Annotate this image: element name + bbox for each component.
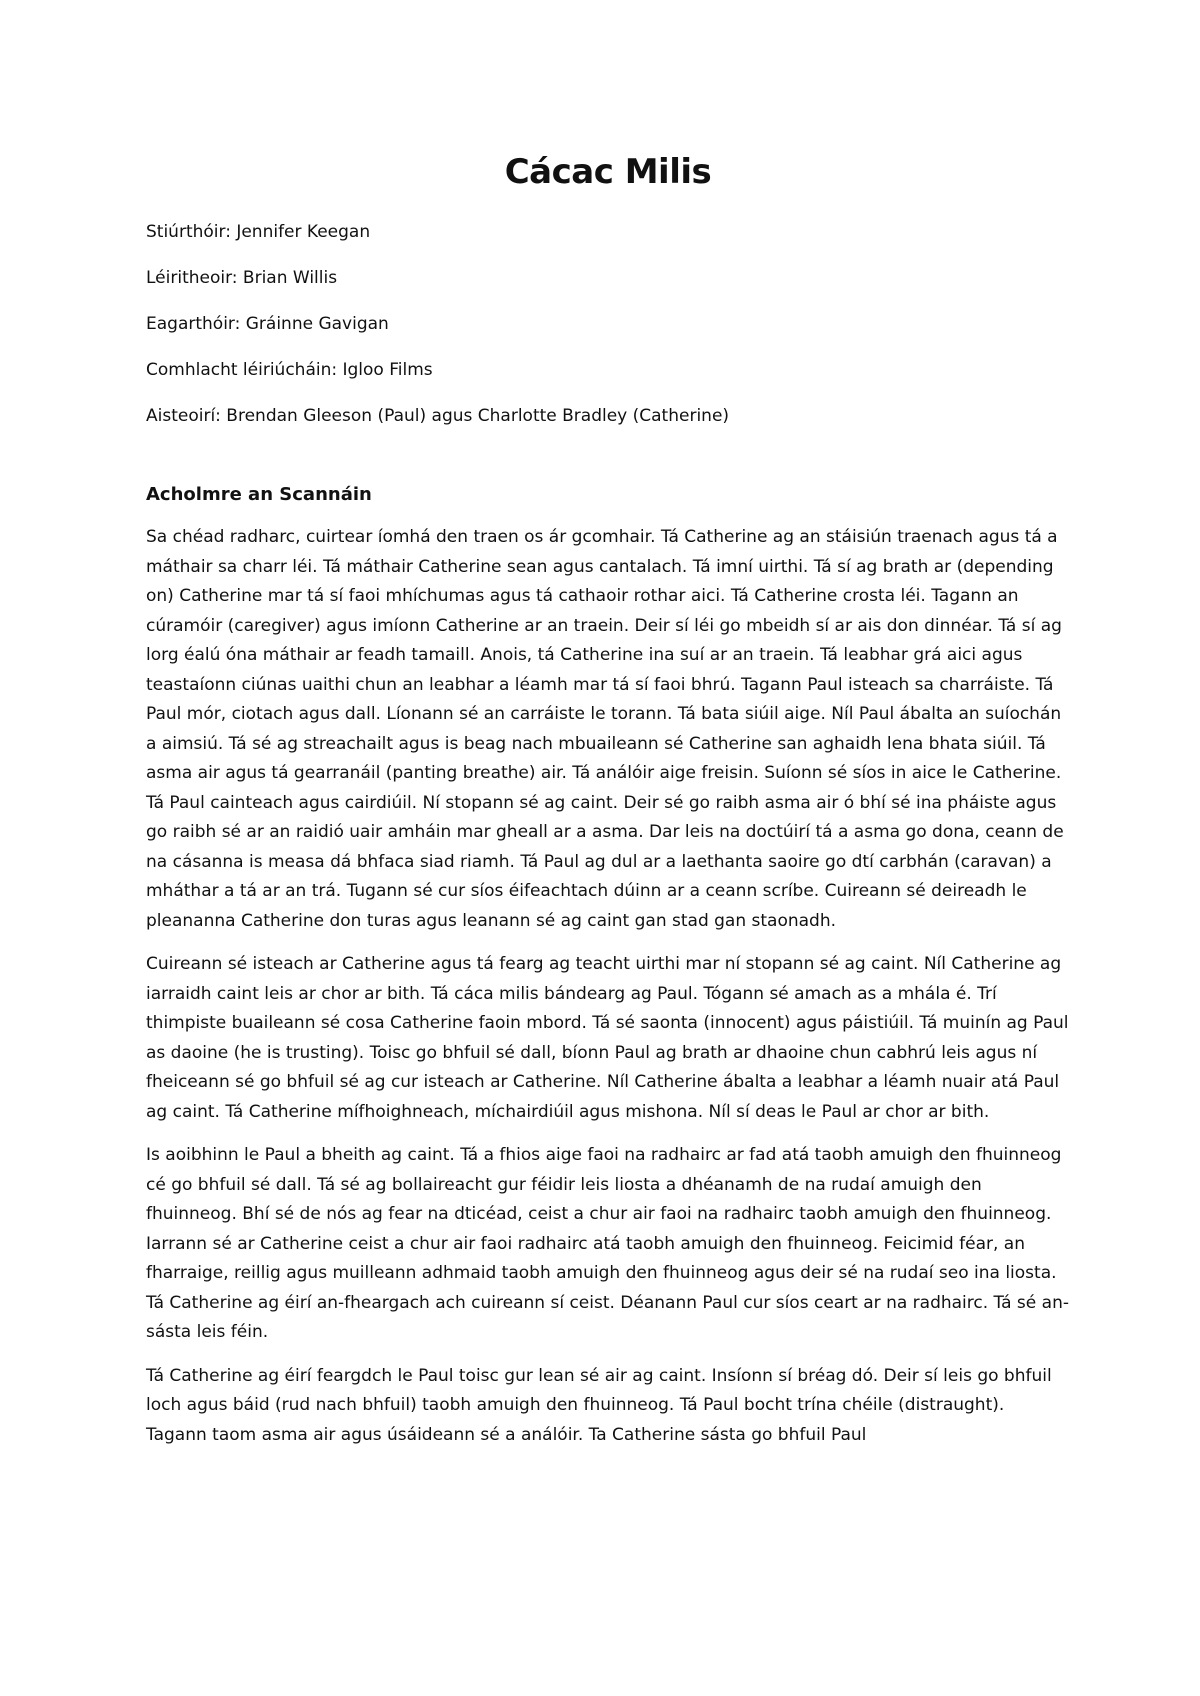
paragraph-3: Is aoibhinn le Paul a bheith ag caint. Tá a fhios aige faoi na radhairc ar fad atá taobh amuigh den fhuinneog cé go bhfuil sé dall. Tá sé ag bollaireacht gur féidir leis liosta a dhéanamh de na rudaí amuigh den fhuinneog. Bhí sé de nós ag fear na dticéad, ceist a chur air faoi na radhairc taobh amuigh den fhuinneog. Iarrann sé ar Catherine ceist a chur air faoi radhairc atá taobh amuigh den fhuinneog. Feicimid féar, an fharraige, reillig agus muilleann adhmaid taobh amuigh den fhuinneog agus deir sé na rudaí seo ina liosta. Tá Catherine ag éirí an-fheargach ach cuireann sí ceist. Déanann Paul cur síos ceart ar na radhairc. Tá sé an-sásta leis féin. [146,1145,1069,1342]
document-title: Cácac Milis [504,152,712,192]
document-page [146,140,1070,1464]
credit-actors: Aisteoirí: Brendan Gleeson (Paul) agus Charlotte Bradley (Catherine) [146,406,730,426]
credit-director: Stiúrthóir: Jennifer Keegan [146,222,371,242]
credit-editor: Eagarthóir: Gráinne Gavigan [146,314,389,334]
paragraph-4: Tá Catherine ag éirí feargdch le Paul toisc gur lean sé air ag caint. Insíonn sí bréag dó. Deir sí leis go bhfuil loch agus báid (rud nach bhfuil) taobh amuigh den fhuinneog. Tá Paul bocht trína chéile (distraught). Tagann taom asma air agus úsáideann sé a análóir. Ta Catherine sásta go bhfuil Paul [146,1365,1052,1445]
paragraph-2: Cuireann sé isteach ar Catherine agus tá fearg ag teacht uirthi mar ní stopann sé ag caint. Níl Catherine ag iarraidh caint leis ar chor ar bith. Tá cáca milis bándearg ag Paul. Tógann sé amach as a mhála é. Trí thimpiste buaileann sé cosa Catherine faoin mbord. Tá sé saonta (innocent) agus páistiúil. Tá muinín ag Paul as daoine (he is trusting). Toisc go bhfuil sé dall, bíonn Paul ag brath ar dhaoine chun cabhrú leis agus ní fheiceann sé go bhfuil sé ag cur isteach ar Catherine. Níl Catherine ábalta a leabhar a léamh nuair atá Paul ag caint. Tá Catherine mífhoighneach, míchairdiúil agus mishona. Níl sí deas le Paul ar chor ar bith. [146,954,1069,1122]
credit-production-company: Comhlacht léiriúcháin: Igloo Films [146,360,433,380]
section-heading: Acholmre an Scannáin [146,484,372,505]
paragraph-1: Sa chéad radharc, cuirtear íomhá den traen os ár gcomhair. Tá Catherine ag an stáisiún traenach agus tá a máthair sa charr léi. Tá máthair Catherine sean agus cantalach. Tá imní uirthi. Tá sí ag brath ar (depending on) Catherine mar tá sí faoi mhíchumas agus tá cathaoir rothar aici. Tá Catherine crosta léi. Tagann an cúramóir (caregiver) agus imíonn Catherine ar an traein. Deir sí léi go mbeidh sí ar ais don dinnéar. Tá sí ag lorg éalú óna máthair ar feadh tamaill. Anois, tá Catherine ina suí ar an traein. Tá leabhar grá aici agus teastaíonn ciúnas uaithi chun an leabhar a léamh mar tá sí faoi bhrú. Tagann Paul isteach sa charráiste. Tá Paul mór, ciotach agus dall. Líonann sé an carráiste le torann. Tá bata siúil aige. Níl Paul ábalta an suíochán a aimsiú. Tá sé ag streachailt agus is beag nach mbuaileann sé Catherine san aghaidh lena bhata siúil. Tá asma air agus tá gearranáil (panting breathe) air. Tá análóir aige freisin. Suíonn sé síos in aice le Catherine. Tá Paul cainteach agus cairdiúil. Ní stopann sé ag caint. Deir sé go raibh asma air ó bhí sé ina pháiste agus go raibh sé ar an raidió uair amháin mar gheall ar a asma. Dar leis na doctúirí tá a asma go dona, ceann de na cásanna is measa dá bhfaca siad riamh. Tá Paul ag dul ar a laethanta saoire go dtí carbhán (caravan) a mháthar a tá ar an trá. Tugann sé cur síos éifeachtach dúinn ar a ceann scríbe. Cuireann sé deireadh le pleananna Catherine don turas agus leanann sé ag caint gan stad gan staonadh. [146,527,1064,931]
credit-producer: Léiritheoir: Brian Willis [146,268,338,288]
credits-block [146,220,1070,428]
